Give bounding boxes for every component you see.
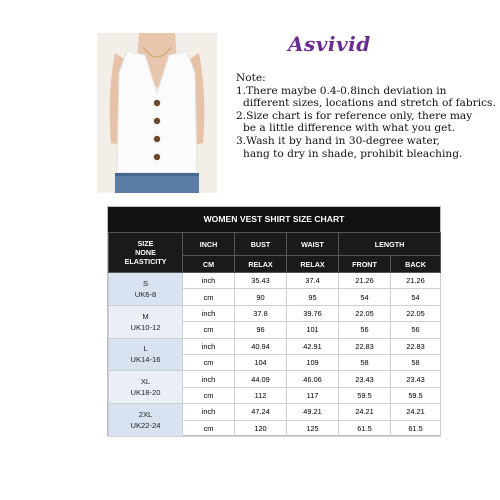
waist-cell: 109 <box>287 354 339 370</box>
waist-cell: 49.21 <box>287 404 339 420</box>
size-chart <box>107 206 441 436</box>
waist-cell: 39.76 <box>287 305 339 321</box>
header-row <box>109 233 441 256</box>
bust-cell: 90 <box>235 289 287 305</box>
note-line: 2.Size chart is for reference only, there may <box>236 109 473 122</box>
back-length-cell: 59.5 <box>391 387 441 403</box>
table-row <box>109 338 441 354</box>
size-label-cell <box>109 371 183 404</box>
bust-cell: 47.24 <box>235 404 287 420</box>
bust-cell: 35.43 <box>235 273 287 289</box>
size-label-cell <box>109 404 183 437</box>
note-line: 3.Wash it by hand in 30-degree water, <box>236 134 440 147</box>
waist-relax-header: RELAX <box>287 256 339 273</box>
brand-logo-text: Asvivid <box>288 32 371 56</box>
front-length-cell: 59.5 <box>339 387 391 403</box>
size-header-line: SIZE <box>137 239 154 248</box>
table-row <box>109 305 441 321</box>
back-length-cell: 56 <box>391 322 441 338</box>
length-header: LENGTH <box>339 233 441 256</box>
size-label: S <box>142 278 149 288</box>
unit-cell: cm <box>183 289 235 305</box>
front-length-cell: 23.43 <box>339 371 391 387</box>
waist-cell: 95 <box>287 289 339 305</box>
back-header: BACK <box>391 256 441 273</box>
table-row <box>109 273 441 289</box>
bust-cell: 44.09 <box>235 371 287 387</box>
front-length-cell: 22.05 <box>339 305 391 321</box>
uk-size-label: UK22-24 <box>130 421 161 431</box>
front-length-cell: 56 <box>339 322 391 338</box>
size-label-cell <box>109 338 183 371</box>
front-length-cell: 54 <box>339 289 391 305</box>
waist-header: WAIST <box>287 233 339 256</box>
bust-cell: 96 <box>235 322 287 338</box>
unit-cell: inch <box>183 404 235 420</box>
front-length-cell: 24.21 <box>339 404 391 420</box>
back-length-cell: 22.05 <box>391 305 441 321</box>
size-label-cell <box>109 305 183 338</box>
uk-size-label: UK10-12 <box>130 322 161 332</box>
front-header: FRONT <box>339 256 391 273</box>
size-label: M <box>142 311 149 321</box>
inch-header: INCH <box>183 233 235 256</box>
waist-cell: 117 <box>287 387 339 403</box>
front-length-cell: 22.83 <box>339 338 391 354</box>
cm-header: CM <box>183 256 235 273</box>
unit-cell: inch <box>183 338 235 354</box>
bust-cell: 120 <box>235 420 287 436</box>
waist-cell: 42.91 <box>287 338 339 354</box>
note-line: 1.There maybe 0.4-0.8inch deviation in <box>236 84 447 97</box>
back-length-cell: 24.21 <box>391 404 441 420</box>
unit-cell: cm <box>183 420 235 436</box>
uk-size-label: UK6-8 <box>134 289 157 299</box>
back-length-cell: 58 <box>391 354 441 370</box>
bust-cell: 104 <box>235 354 287 370</box>
size-header-line: NONE <box>135 248 156 257</box>
product-photo <box>97 33 217 193</box>
note-line: different sizes, locations and stretch of fabrics. <box>243 97 496 110</box>
unit-cell: inch <box>183 305 235 321</box>
bust-header: BUST <box>235 233 287 256</box>
waist-cell: 37.4 <box>287 273 339 289</box>
back-length-cell: 54 <box>391 289 441 305</box>
size-chart-table <box>108 232 441 437</box>
size-label-cell <box>109 273 183 306</box>
waist-cell: 125 <box>287 420 339 436</box>
back-length-cell: 23.43 <box>391 371 441 387</box>
size-label: L <box>143 344 148 354</box>
size-header-line: ELASTICITY <box>124 257 167 266</box>
uk-size-label: UK14-16 <box>130 355 161 365</box>
waist-cell: 101 <box>287 322 339 338</box>
bust-cell: 40.94 <box>235 338 287 354</box>
front-length-cell: 21.26 <box>339 273 391 289</box>
size-label: 2XL <box>138 410 153 420</box>
brand-logo <box>288 32 388 68</box>
unit-cell: cm <box>183 387 235 403</box>
model-wearing-top-image <box>97 33 217 193</box>
front-length-cell: 61.5 <box>339 420 391 436</box>
back-length-cell: 21.26 <box>391 273 441 289</box>
bust-cell: 112 <box>235 387 287 403</box>
unit-cell: cm <box>183 322 235 338</box>
unit-cell: inch <box>183 371 235 387</box>
care-notes <box>236 72 498 160</box>
size-header <box>109 233 183 273</box>
table-row <box>109 404 441 420</box>
waist-cell: 46.06 <box>287 371 339 387</box>
bust-cell: 37.8 <box>235 305 287 321</box>
back-length-cell: 22.83 <box>391 338 441 354</box>
size-chart-title: WOMEN VEST SHIRT SIZE CHART <box>108 207 440 232</box>
uk-size-label: UK18-20 <box>130 388 161 398</box>
note-line: be a little difference with what you get. <box>243 122 456 135</box>
front-length-cell: 58 <box>339 354 391 370</box>
note-heading: Note: <box>236 72 266 84</box>
size-label: XL <box>140 377 151 387</box>
back-length-cell: 61.5 <box>391 420 441 436</box>
table-row <box>109 371 441 387</box>
bust-relax-header: RELAX <box>235 256 287 273</box>
unit-cell: inch <box>183 273 235 289</box>
note-line: hang to dry in shade, prohibit bleaching. <box>243 147 463 160</box>
unit-cell: cm <box>183 354 235 370</box>
